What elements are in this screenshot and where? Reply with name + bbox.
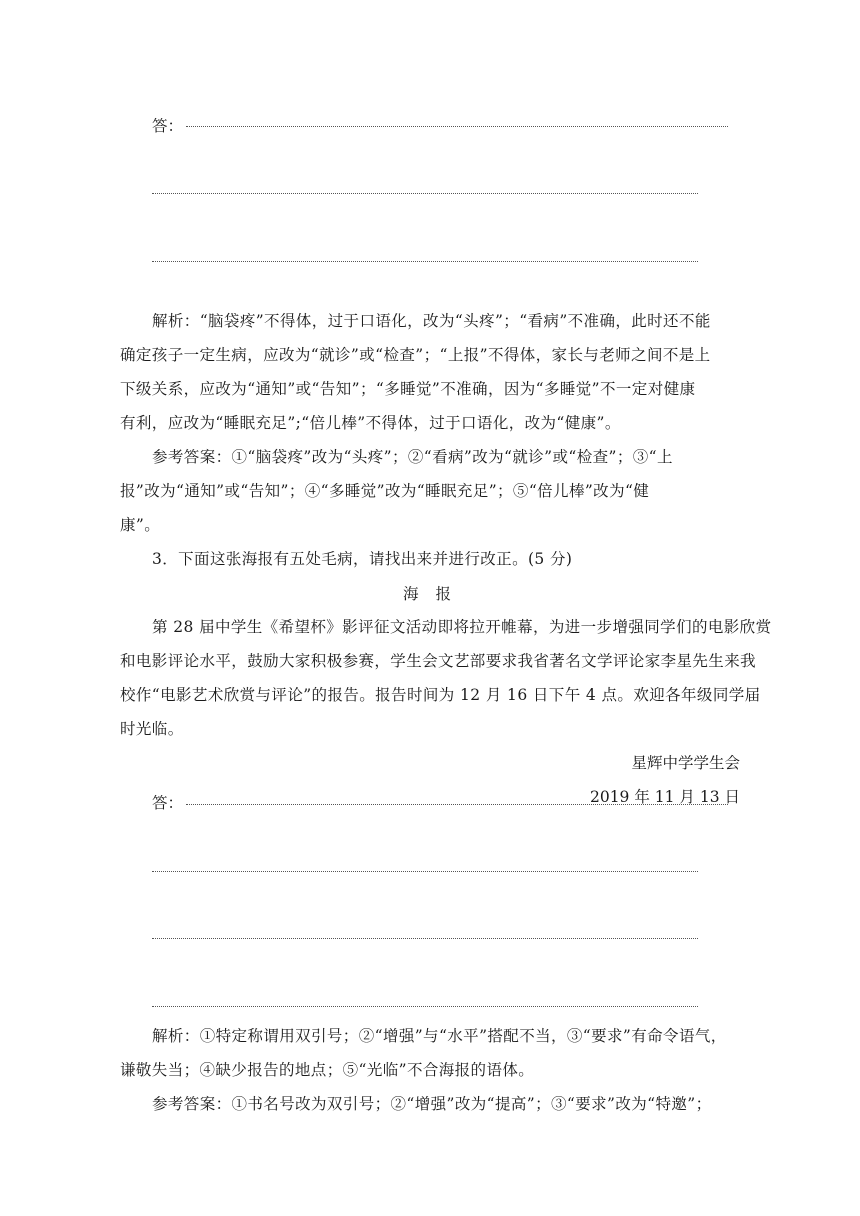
answer-line[interactable]: [186, 804, 728, 805]
explanation-line: 解析：“脑袋疼”不得体，过于口语化，改为“头疼”；“看病”不准确，此时还不能: [152, 312, 711, 330]
reference-answer-line: 参考答案：①“脑袋疼”改为“头疼”；②“看病”改为“就诊”或“检查”；③“上: [152, 448, 673, 466]
explanation-line: 有利，应改为“睡眠充足”;“倍儿棒”不得体，过于口语化，改为“健康”。: [120, 414, 621, 432]
question-prompt: 3．下面这张海报有五处毛病，请找出来并进行改正。(5 分): [152, 550, 573, 568]
answer-line[interactable]: [186, 126, 728, 127]
reference-answer-line: 报”改为“通知”或“告知”；④“多睡觉”改为“睡眠充足”；⑤“倍儿棒”改为“健: [120, 482, 650, 500]
poster-title: 海 报: [403, 585, 457, 603]
answer-line[interactable]: [152, 1006, 698, 1007]
explanation-line: 解析：①特定称谓用双引号；②“增强”与“水平”搭配不当，③“要求”有命令语气，: [152, 1027, 727, 1045]
explanation-line: 下级关系，应改为“通知”或“告知”；“多睡觉”不准确，因为“多睡觉”不一定对健康: [120, 380, 696, 398]
poster-date: 2019 年 11 月 13 日: [589, 788, 740, 806]
answer-label: 答：: [152, 794, 184, 812]
answer-line[interactable]: [152, 261, 698, 262]
reference-answer-line: 康”。: [120, 516, 161, 534]
answer-line[interactable]: [152, 193, 698, 194]
poster-body-line: 校作“电影艺术欣赏与评论”的报告。报告时间为 12 月 16 日下午 4 点。欢迎各年级同学届: [120, 686, 761, 704]
poster-body-line: 时光临。: [120, 720, 184, 738]
answer-label: 答：: [152, 117, 184, 135]
reference-answer-line: 参考答案：①书名号改为双引号；②“增强”改为“提高”；③“要求”改为“特邀”；: [152, 1095, 712, 1113]
poster-body-line: 和电影评论水平，鼓励大家积极参赛，学生会文艺部要求我省著名文学评论家李星先生来我: [120, 652, 757, 670]
answer-line[interactable]: [152, 938, 698, 939]
answer-line[interactable]: [152, 871, 698, 872]
explanation-line: 谦敬失当；④缺少报告的地点；⑤“光临”不合海报的语体。: [120, 1061, 535, 1079]
explanation-line: 确定孩子一定生病，应改为“就诊”或“检查”；“上报”不得体，家长与老师之间不是上: [120, 346, 711, 364]
poster-body-line: 第 28 届中学生《希望杯》影评征文活动即将拉开帷幕，为进一步增强同学们的电影欣赏: [152, 618, 772, 636]
poster-signature: 星辉中学学生会: [631, 754, 740, 772]
